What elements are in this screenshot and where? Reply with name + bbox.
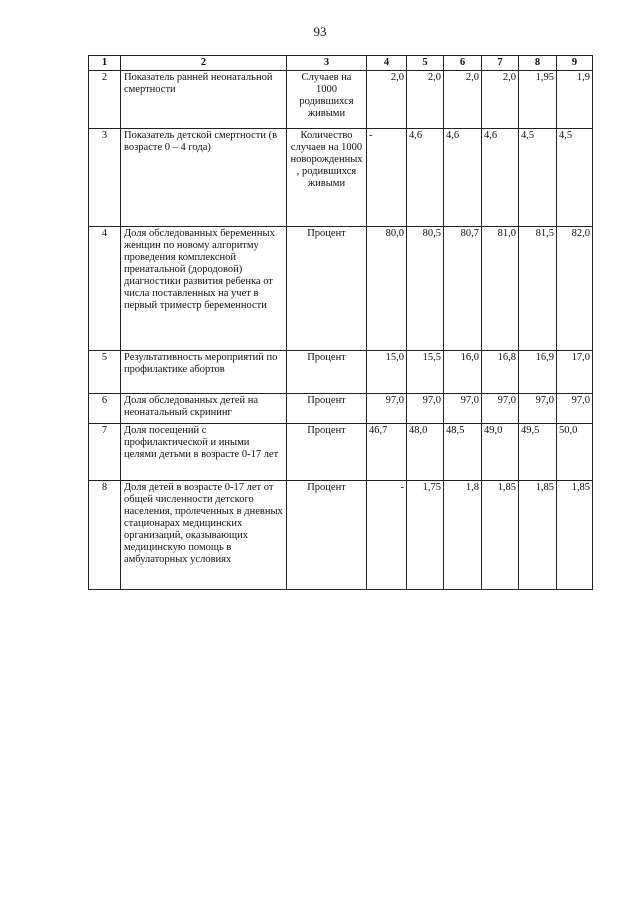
indicators-table xyxy=(88,55,593,590)
table-row xyxy=(89,481,593,590)
indicator-name-cell: Доля посещений с профилактической и иными целями детьми в возрасте 0-17 лет xyxy=(121,424,287,481)
value-cell: 1,85 xyxy=(482,481,519,590)
header-row xyxy=(89,56,593,71)
table-row xyxy=(89,394,593,424)
value-cell: 4,5 xyxy=(557,129,593,227)
table-row xyxy=(89,351,593,394)
column-header: 7 xyxy=(482,56,519,71)
table-row xyxy=(89,424,593,481)
value-cell: 2,0 xyxy=(444,71,482,129)
column-header: 2 xyxy=(121,56,287,71)
row-number-cell: 6 xyxy=(89,394,121,424)
column-header: 8 xyxy=(519,56,557,71)
value-cell: 15,0 xyxy=(367,351,407,394)
value-cell: 4,6 xyxy=(482,129,519,227)
row-number-cell: 8 xyxy=(89,481,121,590)
unit-cell: Случаев на 1000 родившихся живыми xyxy=(287,71,367,129)
column-header: 6 xyxy=(444,56,482,71)
unit-cell: Процент xyxy=(287,394,367,424)
value-cell: 16,8 xyxy=(482,351,519,394)
indicator-name-cell: Доля детей в возрасте 0-17 лет от общей численности детского населения, пролеченных в дневных стационарах медицинских организаций, оказывающих медицинскую помощь в амбулаторных условиях xyxy=(121,481,287,590)
value-cell: - xyxy=(367,481,407,590)
unit-cell: Количество случаев на 1000 новорожденных, родившихся живыми xyxy=(287,129,367,227)
column-header: 1 xyxy=(89,56,121,71)
unit-cell: Процент xyxy=(287,351,367,394)
indicator-name-cell: Показатель детской смертности (в возрасте 0 – 4 года) xyxy=(121,129,287,227)
value-cell: 1,9 xyxy=(557,71,593,129)
column-header: 9 xyxy=(557,56,593,71)
value-cell: 48,5 xyxy=(444,424,482,481)
value-cell: 97,0 xyxy=(367,394,407,424)
value-cell: 1,85 xyxy=(557,481,593,590)
unit-cell: Процент xyxy=(287,481,367,590)
unit-cell: Процент xyxy=(287,227,367,351)
indicator-name-cell: Показатель ранней неонатальной смертности xyxy=(121,71,287,129)
value-cell: 97,0 xyxy=(444,394,482,424)
value-cell: 15,5 xyxy=(407,351,444,394)
value-cell: 1,95 xyxy=(519,71,557,129)
table-row xyxy=(89,227,593,351)
value-cell: 1,75 xyxy=(407,481,444,590)
table-body xyxy=(89,71,593,590)
value-cell: 49,0 xyxy=(482,424,519,481)
value-cell: 48,0 xyxy=(407,424,444,481)
value-cell: 4,5 xyxy=(519,129,557,227)
value-cell: 1,85 xyxy=(519,481,557,590)
value-cell: 16,0 xyxy=(444,351,482,394)
value-cell: 16,9 xyxy=(519,351,557,394)
value-cell: 81,0 xyxy=(482,227,519,351)
column-header: 4 xyxy=(367,56,407,71)
row-number-cell: 7 xyxy=(89,424,121,481)
value-cell: 46,7 xyxy=(367,424,407,481)
indicator-name-cell: Результативность мероприятий по профилактике абортов xyxy=(121,351,287,394)
row-number-cell: 5 xyxy=(89,351,121,394)
value-cell: 2,0 xyxy=(407,71,444,129)
value-cell: 82,0 xyxy=(557,227,593,351)
value-cell: 4,6 xyxy=(407,129,444,227)
value-cell: 17,0 xyxy=(557,351,593,394)
column-header: 3 xyxy=(287,56,367,71)
value-cell: 4,6 xyxy=(444,129,482,227)
value-cell: 97,0 xyxy=(557,394,593,424)
value-cell: 2,0 xyxy=(367,71,407,129)
row-number-cell: 2 xyxy=(89,71,121,129)
page-number: 93 xyxy=(313,24,327,39)
row-number-cell: 4 xyxy=(89,227,121,351)
value-cell: 97,0 xyxy=(407,394,444,424)
value-cell: 2,0 xyxy=(482,71,519,129)
value-cell: 81,5 xyxy=(519,227,557,351)
value-cell: 97,0 xyxy=(519,394,557,424)
indicator-name-cell: Доля обследованных беременных женщин по новому алгоритму проведения комплексной пренатальной (дородовой) диагностики развития ребенка от числа поставленных на учет в первый триместр беременности xyxy=(121,227,287,351)
column-header: 5 xyxy=(407,56,444,71)
value-cell: 80,0 xyxy=(367,227,407,351)
value-cell: 50,0 xyxy=(557,424,593,481)
value-cell: - xyxy=(367,129,407,227)
value-cell: 80,5 xyxy=(407,227,444,351)
value-cell: 1,8 xyxy=(444,481,482,590)
value-cell: 97,0 xyxy=(482,394,519,424)
table-row xyxy=(89,129,593,227)
unit-cell: Процент xyxy=(287,424,367,481)
value-cell: 80,7 xyxy=(444,227,482,351)
row-number-cell: 3 xyxy=(89,129,121,227)
table-row xyxy=(89,71,593,129)
indicator-name-cell: Доля обследованных детей на неонатальный скрининг xyxy=(121,394,287,424)
value-cell: 49,5 xyxy=(519,424,557,481)
